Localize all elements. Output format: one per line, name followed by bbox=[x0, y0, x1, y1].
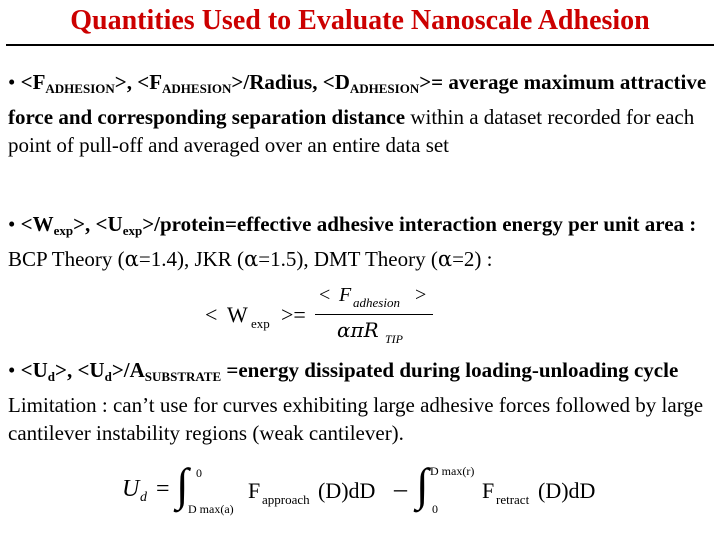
ud-equation bbox=[118, 459, 638, 522]
bcp-label: BCP Theory ( bbox=[8, 247, 125, 271]
bullet-interaction-energy bbox=[8, 210, 708, 273]
eq1-num-gt: > bbox=[415, 284, 427, 306]
title-underline bbox=[6, 44, 714, 46]
dissipation-definition-bold: =energy dissipated during loading-unloading cycle bbox=[221, 358, 679, 382]
adhesion-definition-plain: within a dataset recorded for each point of pull-off and averaged over an entire data set bbox=[8, 105, 695, 157]
eq2-equals: = bbox=[156, 476, 170, 502]
eq2-approach-sub: approach bbox=[262, 492, 310, 507]
int2-upper-limit: D max(r) bbox=[430, 464, 475, 478]
bullet-marker: • bbox=[8, 212, 16, 236]
dmt-value: =2) : bbox=[452, 247, 493, 271]
adhesion-subscript-2: ADHESION bbox=[162, 81, 232, 96]
ud-subscript-2: d bbox=[104, 369, 112, 384]
adhesion-definition-bold: average maximum attractive force and corresponding separation distance bbox=[8, 70, 707, 129]
bullet-marker: • bbox=[8, 70, 16, 94]
eq1-fraction-bar bbox=[315, 314, 433, 315]
eq1-lhs-w: W bbox=[227, 302, 248, 327]
bcp-value: =1.4), JKR ( bbox=[138, 247, 245, 271]
int1-upper-limit: 0 bbox=[196, 466, 202, 480]
eq1-lhs-sub: exp bbox=[251, 316, 270, 331]
eq2-f-approach: F bbox=[248, 478, 261, 503]
eq1-num-lt: < bbox=[319, 284, 331, 306]
adhesion-term-3: >/Radius, <D bbox=[231, 70, 350, 94]
ud-term-1: <U bbox=[20, 358, 48, 382]
substrate-subscript: SUBSTRATE bbox=[144, 369, 222, 384]
dissipation-limitation: Limitation : can’t use for curves exhibiting large adhesive forces followed by large cantilever instability regions (weak cantilever). bbox=[8, 393, 704, 445]
page-title: Quantities Used to Evaluate Nanoscale Adhesion bbox=[70, 5, 650, 36]
eq2-retract-sub: retract bbox=[496, 492, 530, 507]
adhesion-subscript-1: ADHESION bbox=[45, 81, 115, 96]
eq2-u: U bbox=[122, 476, 140, 502]
eq1-den-sub: TIP bbox=[385, 332, 403, 346]
int2-lower-limit: 0 bbox=[432, 502, 438, 516]
eq2-minus: – bbox=[394, 474, 407, 503]
integral-sign-2: ∫ bbox=[416, 459, 429, 510]
eq1-num-sub: adhesion bbox=[353, 295, 400, 310]
eq2-approach-arg: (D)dD bbox=[318, 478, 376, 503]
adhesion-term-4: >= bbox=[419, 70, 444, 94]
eq2-retract-arg: (D)dD bbox=[538, 478, 596, 503]
wexp-term-1: <W bbox=[20, 212, 54, 236]
jkr-value: =1.5), DMT Theory ( bbox=[258, 247, 438, 271]
energy-definition-bold: =effective adhesive interaction energy per unit area : bbox=[224, 212, 697, 236]
alpha-symbol-1: α bbox=[124, 247, 139, 271]
adhesion-subscript-3: ADHESION bbox=[349, 81, 420, 96]
wexp-term-3: >/protein bbox=[142, 212, 225, 236]
ud-subscript-1: d bbox=[47, 369, 55, 384]
wexp-subscript: exp bbox=[53, 223, 74, 238]
uexp-subscript: exp bbox=[122, 223, 143, 238]
adhesion-term-1: <F bbox=[20, 70, 46, 94]
int1-lower-limit: D max(a) bbox=[188, 502, 234, 516]
eq1-num-f: F bbox=[339, 284, 352, 306]
wexp-equation bbox=[205, 282, 465, 352]
ud-term-2: >, <U bbox=[54, 358, 105, 382]
adhesion-term-2: >, <F bbox=[114, 70, 163, 94]
eq2-f-retract: F bbox=[482, 478, 495, 503]
alpha-symbol-2: α bbox=[244, 247, 259, 271]
eq1-lhs-lt: < bbox=[205, 302, 218, 327]
eq1-lhs-eq: >= bbox=[281, 302, 306, 327]
bullet-marker: • bbox=[8, 358, 16, 382]
alpha-symbol-3: α bbox=[437, 247, 453, 271]
ud-term-3: >/A bbox=[111, 358, 145, 382]
wexp-term-2: >, <U bbox=[73, 212, 123, 236]
eq1-denominator: απR bbox=[337, 318, 379, 342]
bullet-dissipated-energy bbox=[8, 356, 708, 447]
bullet-adhesion-force bbox=[8, 68, 708, 159]
eq2-u-sub: d bbox=[140, 490, 147, 505]
integral-sign-1: ∫ bbox=[176, 459, 189, 510]
